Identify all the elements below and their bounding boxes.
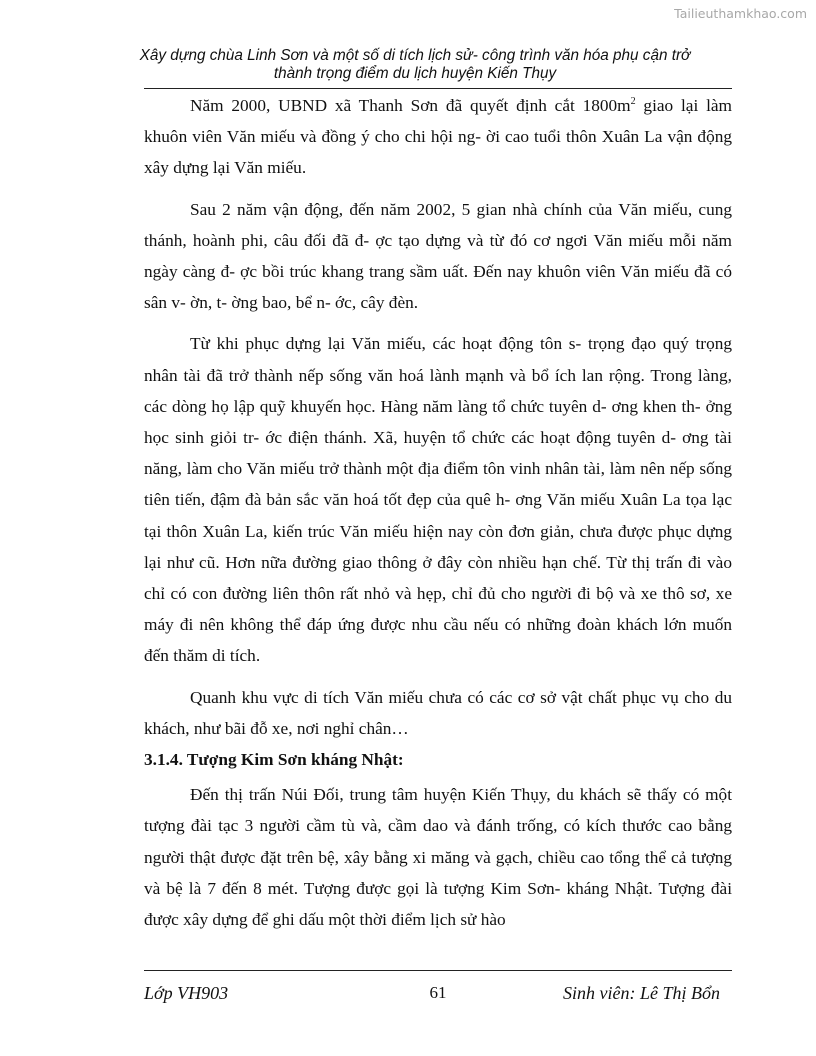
document-body: [144, 90, 732, 945]
header-line-1: Xây dựng chùa Linh Sơn và một số di tích lịch sử- công trình văn hóa phụ cận trở: [139, 47, 691, 64]
paragraph-4: Quanh khu vực di tích Văn miếu chưa có các cơ sở vật chất phục vụ cho du khách, như bãi đỗ xe, nơi nghỉ chân…: [144, 687, 732, 738]
section-heading: 3.1.4. Tượng Kim Sơn kháng Nhật:: [144, 750, 404, 770]
running-header: [130, 47, 700, 83]
paragraph-2: Sau 2 năm vận động, đến năm 2002, 5 gian nhà chính của Văn miếu, cung thánh, hoành phi, câu đối đã đ- ợc tạo dựng và từ đó cơ ngơi Văn miếu mỗi năm ngày càng đ- ợc bồi trúc khang trang sầm uất. Đến nay khuôn viên Văn miếu đã có sân v- ờn, t- ờng bao, bể n- ớc, cây đèn.: [144, 199, 732, 313]
footer-divider: [144, 970, 732, 971]
paragraph-5: Đến thị trấn Núi Đối, trung tâm huyện Kiến Thụy, du khách sẽ thấy có một tượng đài tạc 3 người cầm tù và, cầm dao và đánh trống, có kích thước cao bằng người thật được đặt trên bệ, xây bằng xi măng và gạch, chiều cao tổng thể cả tượng và bệ là 7 đến 8 mét. Tượng được gọi là tượng Kim Sơn- kháng Nhật. Tượng đài được xây dựng để ghi dấu một thời điểm lịch sử hào: [144, 785, 732, 930]
footer-student: Sinh viên: Lê Thị Bổn: [563, 983, 720, 1003]
watermark: Tailieuthamkhao.com: [674, 6, 807, 21]
page-footer: [144, 983, 732, 1013]
header-line-2: thành trọng điểm du lịch huyện Kiến Thụy: [273, 65, 557, 82]
footer-class: Lớp VH903: [144, 983, 229, 1003]
superscript-2: 2: [630, 96, 636, 108]
paragraph-1: [144, 90, 732, 184]
paragraph-1-text-a: Năm 2000, UBND xã Thanh Sơn đã quyết định cắt 1800m: [190, 96, 631, 115]
page-number: 61: [429, 983, 447, 1002]
paragraph-3: Từ khi phục dựng lại Văn miếu, các hoạt động tôn s- trọng đạo quý trọng nhân tài đã trở thành nếp sống văn hoá lành mạnh và bổ ích lan rộng. Trong làng, các dòng họ lập quỹ khuyến học. Hàng năm làng tổ chức tuyên d- ơng khen th- ởng học sinh giỏi tr- ớc điện thánh. Xã, huyện tổ chức các hoạt động tuyên d- ơng tài năng, làm cho Văn miếu trở thành một địa điểm tôn vinh nhân tài, làm nên nếp sống tiên tiến, đậm đà bản sắc văn hoá tốt đẹp của quê h- ơng Văn miếu Xuân La tọa lạc tại thôn Xuân La, kiến trúc Văn miếu hiện nay còn đơn giản, chưa được phục dựng lại như cũ. Hơn nữa đường giao thông ở đây còn nhiều hạn chế. Từ thị trấn đi vào chỉ có con đường liên thôn rất nhỏ và hẹp, chỉ đủ cho người đi bộ và xe thô sơ, xe máy đi nên không thể đáp ứng được nhu cầu nếu có những đoàn khách lớn muốn đến thăm di tích.: [144, 334, 732, 666]
header-divider: [144, 88, 732, 89]
paragraph-1-text-b: giao lại làm khuôn viên Văn miếu và đồng ý cho chi hội ng- ời cao tuổi thôn Xuân La vận động xây dựng lại Văn miếu.: [144, 96, 732, 178]
